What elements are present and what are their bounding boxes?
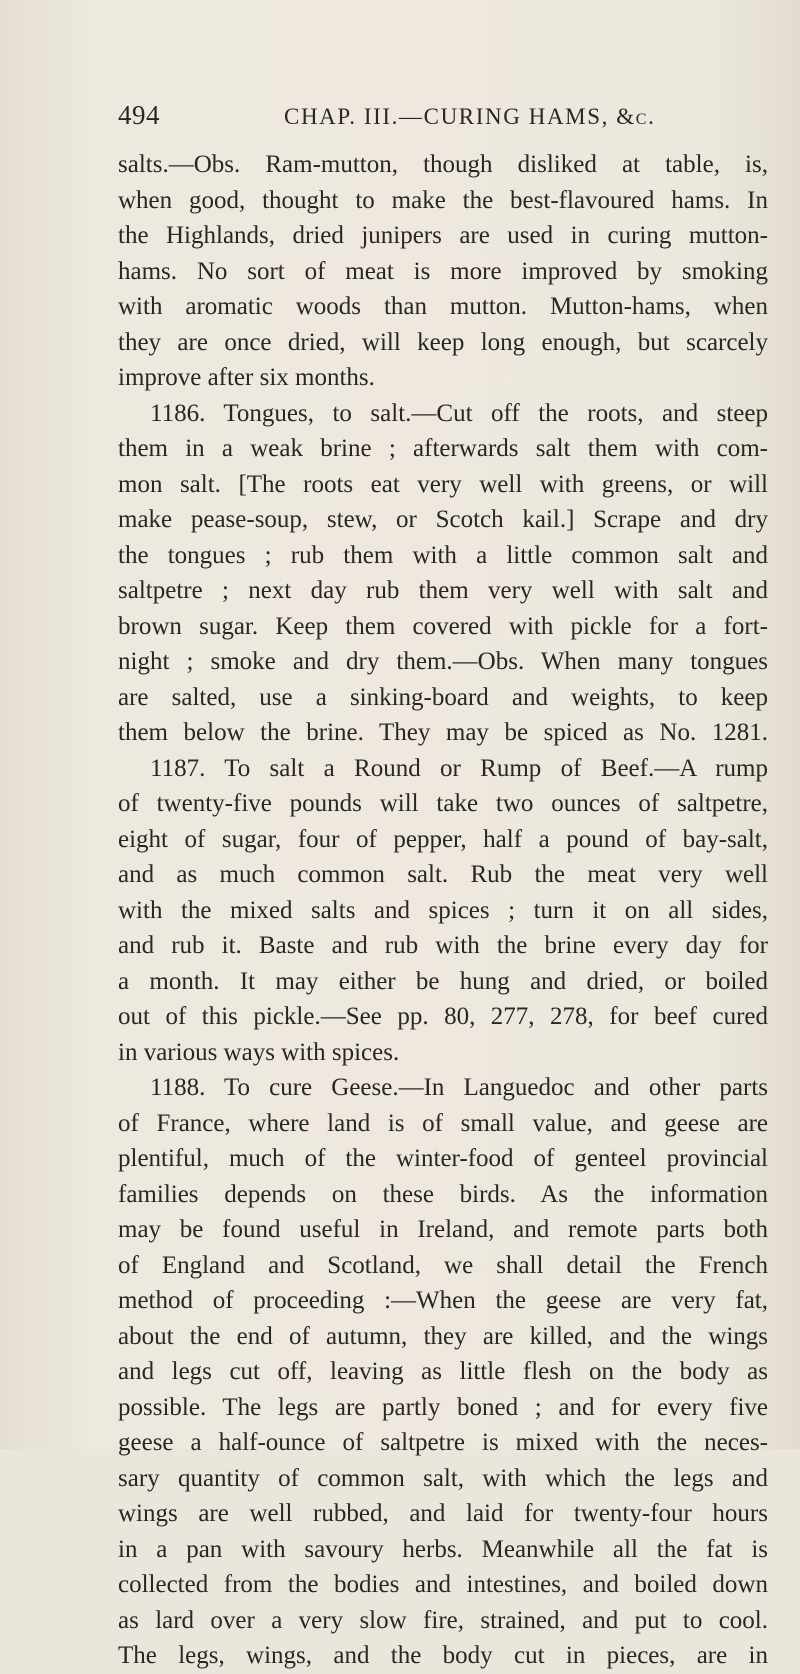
text-line: eight of sugar, four of pepper, half a pound of bay-salt, — [118, 825, 768, 853]
text-line: they are once dried, will keep long enough, but scarcely — [118, 328, 768, 356]
text-line: out of this pickle.—See pp. 80, 277, 278, for beef cured — [118, 1003, 768, 1030]
chapter-title: CHAP. III.—CURING HAMS, &c. — [284, 104, 656, 129]
text-line: in a pan with savoury herbs. Meanwhile all the fat is — [118, 1535, 768, 1563]
text-line: collected from the bodies and intestines, and boiled down — [118, 1571, 768, 1598]
text-line: plentiful, much of the winter-food of genteel provincial — [118, 1145, 768, 1172]
text-line: as lard over a very slow fire, strained, and put to cool. — [118, 1606, 768, 1634]
text-line: a month. It may either be hung and dried, or boiled — [118, 967, 768, 995]
text-line: brown sugar. Keep them covered with pickle for a fort- — [118, 612, 768, 640]
text-line: method of proceeding :—When the geese are very fat, — [118, 1287, 768, 1314]
text-line: saltpetre ; next day rub them very well with salt and — [118, 577, 768, 604]
text-line: geese a half-ounce of saltpetre is mixed with the neces- — [118, 1429, 768, 1456]
text-line: of twenty-five pounds will take two ounces of saltpetre, — [118, 790, 768, 817]
paragraph-1187-start: 1187. To salt a Round or Rump of Beef.—A rump — [150, 754, 768, 782]
text-line: in various ways with spices. — [118, 1038, 400, 1066]
text-line: may be found useful in Ireland, and remote parts both — [118, 1216, 768, 1243]
text-line: hams. No sort of meat is more improved by smoking — [118, 257, 768, 285]
text-line: of England and Scotland, we shall detail the French — [118, 1251, 768, 1279]
text-line: The legs, wings, and the body cut in pieces, are in — [118, 1642, 768, 1669]
text-line: mon salt. [The roots eat very well with greens, or will — [118, 470, 768, 498]
text-line: salts.—Obs. Ram-mutton, though disliked at table, is, — [118, 151, 768, 178]
paragraph-1188-start: 1188. To cure Geese.—In Languedoc and other parts — [150, 1074, 768, 1101]
page-number: 494 — [118, 100, 160, 130]
text-line: the Highlands, dried junipers are used in curing mutton- — [118, 222, 768, 249]
text-line: families depends on these birds. As the information — [118, 1180, 768, 1208]
text-line: them in a weak brine ; afterwards salt them with com- — [118, 435, 768, 462]
paragraph-1186-start: 1186. Tongues, to salt.—Cut off the roots, and steep — [150, 399, 768, 427]
text-line: wings are well rubbed, and laid for twenty-four hours — [118, 1500, 768, 1527]
text-line: about the end of autumn, they are killed, and the wings — [118, 1322, 768, 1350]
text-line: sary quantity of common salt, with which the legs and — [118, 1464, 768, 1492]
text-line: night ; smoke and dry them.—Obs. When many tongues — [118, 648, 768, 675]
text-line: when good, thought to make the best-flavoured hams. In — [118, 186, 768, 214]
text-line: with the mixed salts and spices ; turn it on all sides, — [118, 896, 768, 924]
text-line: are salted, use a sinking-board and weights, to keep — [118, 683, 768, 711]
text-line: possible. The legs are partly boned ; and for every five — [118, 1393, 768, 1421]
text-line: and legs cut off, leaving as little flesh on the body as — [118, 1358, 768, 1385]
body-text — [118, 147, 768, 1674]
text-line: with aromatic woods than mutton. Mutton-hams, when — [118, 293, 768, 320]
running-head — [118, 100, 740, 136]
text-line: the tongues ; rub them with a little common salt and — [118, 541, 768, 569]
text-line: and rub it. Baste and rub with the brine every day for — [118, 932, 768, 959]
text-line: them below the brine. They may be spiced as No. 1281. — [118, 719, 768, 746]
text-line: of France, where land is of small value, and geese are — [118, 1109, 768, 1137]
text-line: and as much common salt. Rub the meat very well — [118, 861, 768, 888]
text-line: make pease-soup, stew, or Scotch kail.] Scrape and dry — [118, 506, 768, 533]
text-line: improve after six months. — [118, 364, 375, 391]
